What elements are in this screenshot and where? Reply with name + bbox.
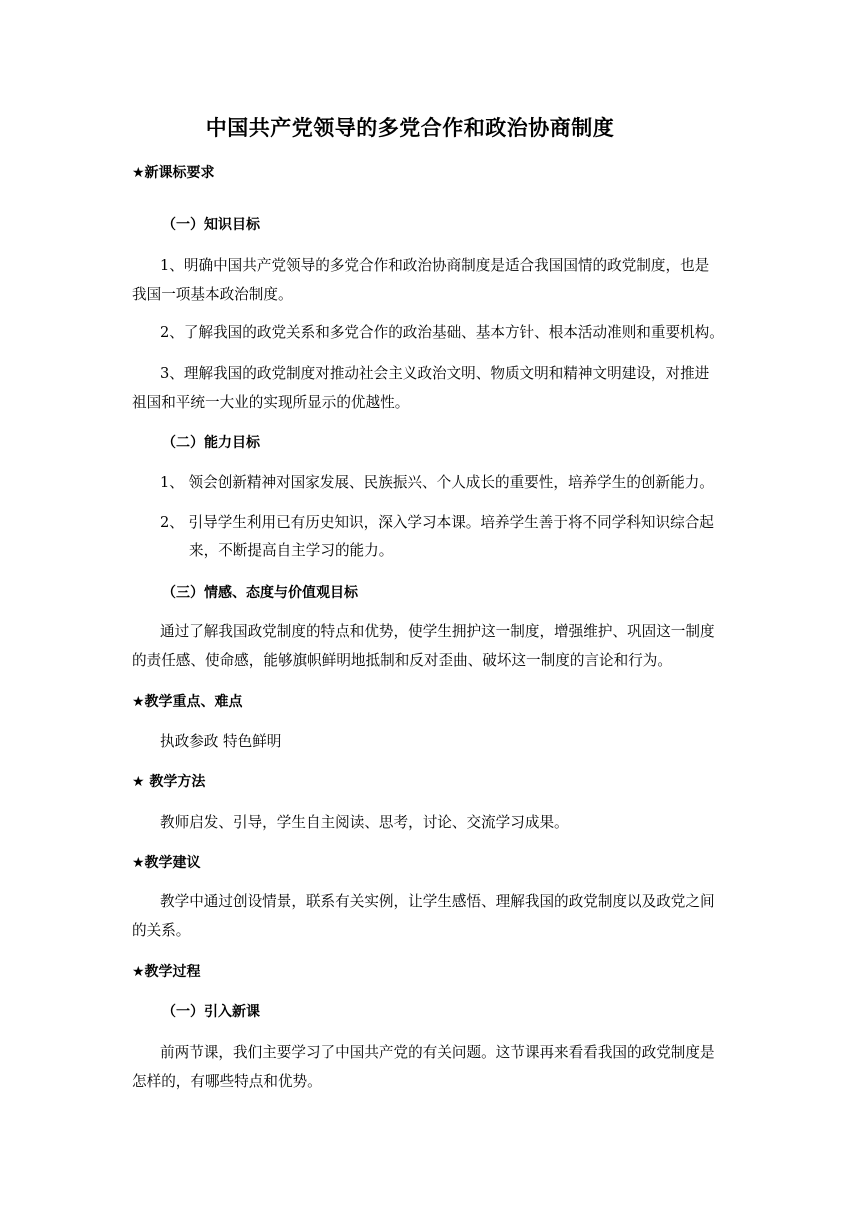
list-item: 1、 领会创新精神对国家发展、民族振兴、个人成长的重要性，培养学生的创新能力。 xyxy=(160,474,714,491)
subheading-ability-goals: （二）能力目标 xyxy=(162,435,260,451)
heading-key-points: ★教学重点、难点 xyxy=(132,694,243,710)
paragraph-line: 通过了解我国政党制度的特点和优势，使学生拥护这一制度，增强维护、巩固这一制度 xyxy=(160,623,715,640)
paragraph-line: 的关系。 xyxy=(132,922,191,939)
paragraph-line: 我国一项基本政治制度。 xyxy=(132,286,293,303)
heading-teaching-suggestions: ★教学建议 xyxy=(132,855,201,871)
paragraph-line: 3、理解我国的政党制度对推动社会主义政治文明、物质文明和精神文明建设，对推进 xyxy=(160,365,710,382)
heading-curriculum-requirements: ★新课标要求 xyxy=(132,165,215,181)
paragraph-line: 的责任感、使命感，能够旗帜鲜明地抵制和反对歪曲、破坏这一制度的言论和行为。 xyxy=(132,652,672,669)
paragraph-line: 怎样的，有哪些特点和优势。 xyxy=(132,1073,322,1090)
heading-teaching-process: ★教学过程 xyxy=(132,964,201,980)
list-item-continuation: 来，不断提高自主学习的能力。 xyxy=(189,542,394,559)
paragraph-line: 2、了解我国的政党关系和多党合作的政治基础、基本方针、根本活动准则和重要机构。 xyxy=(160,324,724,341)
subheading-introduction: （一）引入新课 xyxy=(162,1004,260,1020)
subheading-attitude-goals: （三）情感、态度与价值观目标 xyxy=(162,585,358,601)
paragraph-line: 1、明确中国共产党领导的多党合作和政治协商制度是适合我国国情的政党制度，也是 xyxy=(160,257,710,274)
paragraph-line: 执政参政 特色鲜明 xyxy=(160,733,282,750)
subheading-knowledge-goals: （一）知识目标 xyxy=(162,217,260,233)
paragraph-line: 教师启发、引导，学生自主阅读、思考，讨论、交流学习成果。 xyxy=(160,814,569,831)
paragraph-line: 前两节课，我们主要学习了中国共产党的有关问题。这节课再来看看我国的政党制度是 xyxy=(160,1044,715,1061)
list-item: 2、 引导学生利用已有历史知识，深入学习本课。培养学生善于将不同学科知识综合起 xyxy=(160,514,714,531)
paragraph-line: 祖国和平统一大业的实现所显示的优越性。 xyxy=(132,394,410,411)
document-title: 中国共产党领导的多党合作和政治协商制度 xyxy=(205,116,615,140)
heading-teaching-methods: ★ 教学方法 xyxy=(132,774,206,790)
paragraph-line: 教学中通过创设情景，联系有关实例，让学生感悟、理解我国的政党制度以及政党之间 xyxy=(160,893,715,910)
